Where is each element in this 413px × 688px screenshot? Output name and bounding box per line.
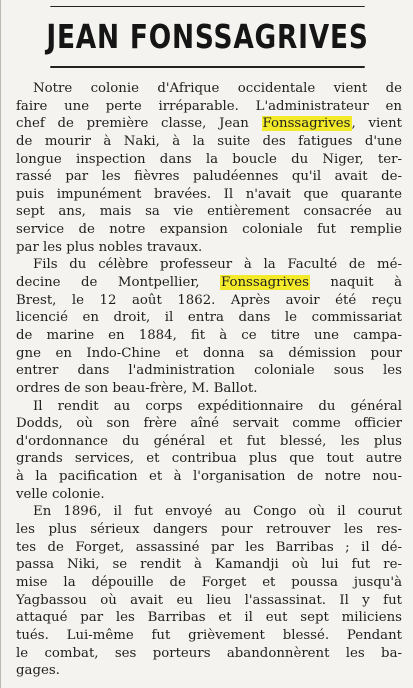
text-line: de marine en 1884, fit à ce titre une campa- [16, 327, 402, 343]
text-line: Brest, le 12 août 1862. Après avoir été reçu [16, 292, 402, 308]
line-text: decine de Montpellier, [16, 275, 220, 291]
text-line: Yagbassou où avait eu lieu l'assassinat. Il y fut [16, 592, 402, 608]
text-line: tes de Forget, assassiné par les Barribas ; il dé- [16, 539, 402, 555]
text-line: entrer dans l'administration coloniale sous les [16, 363, 402, 379]
text-line: les plus sérieux dangers pour retrouver les res- [16, 522, 402, 538]
search-highlight: Fonssagrives [262, 116, 351, 132]
text-line: rassé par les fièvres paludéennes qu'il avait de- [16, 169, 402, 185]
line-text: chef de première classe, Jean [16, 116, 262, 132]
text-line: Il rendit au corps expéditionnaire du général [33, 398, 402, 414]
text-line: licencié en droit, il entra dans le commissariat [16, 310, 402, 326]
line-text: naquit à [309, 275, 402, 291]
text-line: sept ans, mais sa vie entièrement consacrée au [16, 204, 402, 220]
text-line: le combat, ses porteurs abandonnèrent les ba- [16, 645, 402, 661]
text-line: service de notre expansion coloniale fut remplie [16, 222, 402, 238]
line-text: , vient [351, 116, 402, 132]
article-body [16, 80, 402, 680]
text-line: Dodds, où son frère aîné servait comme officier [16, 416, 402, 432]
text-line: tués. Lui-même fut grièvement blessé. Pendant [16, 627, 402, 643]
text-line: puis impunément bravées. Il n'avait que quarante [16, 186, 402, 202]
search-highlight: Fonssagrives [220, 275, 309, 291]
text-line: mise la dépouille de Forget et poussa jusqu'à [16, 574, 402, 590]
text-line: faire une perte irréparable. L'administrateur en [16, 98, 402, 114]
text-line: En 1896, il fut envoyé au Congo où il courut [33, 504, 402, 520]
text-line: grands services, et contribua plus que tout autre [16, 451, 402, 467]
text-line: gages. [16, 663, 60, 679]
text-line: Fils du célèbre professeur à la Faculté de mé- [33, 257, 402, 273]
text-line: par les plus nobles travaux. [16, 239, 203, 255]
text-line: gne en Indo-Chine et donna sa démission pour [16, 345, 402, 361]
text-line: velle colonie. [16, 486, 105, 502]
text-line: de mourir à Naki, à la suite des fatigues d'une [16, 133, 402, 149]
text-line: à la pacification et à l'organisation de notre nou- [16, 469, 402, 485]
text-line: passa Niki, se rendit à Kamandji où lui fut re- [16, 557, 402, 573]
text-line [16, 115, 402, 133]
text-line: d'ordonnance du général et fut blessé, les plus [16, 433, 402, 449]
text-line: attaqué par les Barribas et il eut sept miliciens [16, 610, 402, 626]
article-title: JEAN FONSSAGRIVES [50, 6, 364, 68]
text-line: ordres de son beau-frère, M. Ballot. [16, 380, 258, 396]
text-line [16, 274, 402, 292]
text-line: longue inspection dans la boucle du Niger, ter- [16, 151, 402, 167]
text-line: Notre colonie d'Afrique occidentale vient de [33, 81, 402, 96]
